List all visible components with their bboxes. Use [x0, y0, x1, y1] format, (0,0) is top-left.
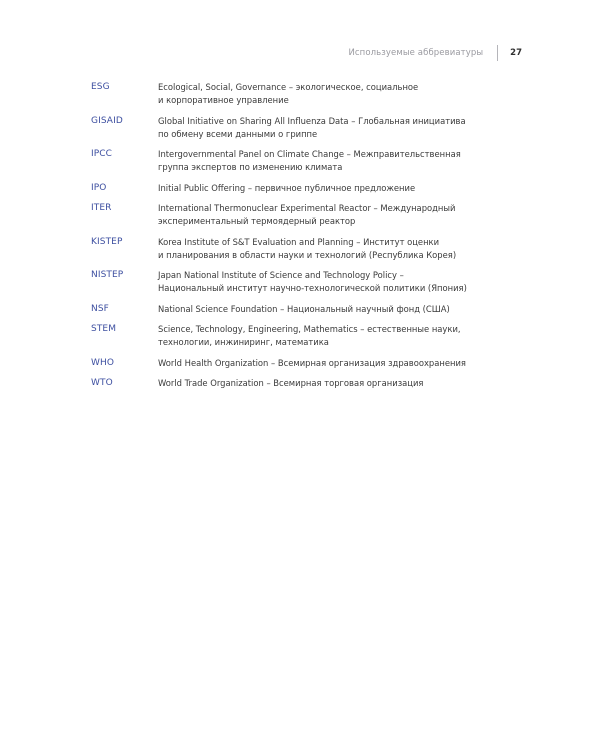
abbreviation-definition: [158, 303, 511, 316]
definition-line: International Thermonuclear Experimental Reactor – Международный: [158, 203, 456, 213]
definition-line: Japan National Institute of Science and Technology Policy –: [158, 270, 404, 280]
definition-line: Intergovernmental Panel on Climate Change – Межправительственная: [158, 149, 461, 159]
abbreviation-row-stem: [91, 323, 511, 349]
abbreviation-row-esg: [91, 81, 511, 107]
definition-line: Национальный институт научно-технологической политики (Япония): [158, 283, 467, 293]
definition-line: World Health Organization – Всемирная организация здравоохранения: [158, 357, 466, 368]
abbreviation-term: WTO: [91, 378, 113, 388]
definition-line: National Science Foundation – Национальный научный фонд (США): [158, 303, 450, 314]
abbreviation-row-nsf: [91, 303, 511, 316]
abbreviation-definition: [158, 182, 511, 195]
header-divider: [497, 45, 498, 61]
abbreviations-list: [91, 81, 511, 398]
abbreviation-row-gisaid: [91, 115, 511, 141]
definition-line: Initial Public Offering – первичное публичное предложение: [158, 182, 416, 193]
definition-line: Global Initiative on Sharing All Influenza Data – Глобальная инициатива: [158, 115, 466, 126]
abbreviation-term: WHO: [91, 357, 115, 368]
abbreviation-term: STEM: [91, 324, 117, 334]
abbreviation-row-wto: [91, 377, 511, 390]
abbreviation-term: ESG: [91, 82, 110, 92]
page-number: 27: [510, 48, 522, 58]
abbreviation-term: GISAID: [91, 115, 123, 126]
abbreviation-term: NSF: [91, 303, 109, 314]
running-header: [348, 43, 522, 63]
abbreviation-term: ITER: [91, 203, 112, 213]
definition-line: группа экспертов по изменению климата: [158, 162, 343, 172]
abbreviation-definition: [158, 148, 511, 174]
abbreviation-definition: [158, 115, 511, 141]
definition-line: экспериментальный термоядерный реактор: [158, 216, 356, 226]
abbreviation-term: IPO: [91, 182, 107, 193]
definition-line: World Trade Organization – Всемирная торговая организация: [158, 378, 424, 388]
definition-line: Science, Technology, Engineering, Mathematics – естественные науки,: [158, 324, 461, 334]
abbreviation-row-ipo: [91, 182, 511, 195]
abbreviation-definition: [158, 377, 511, 390]
definition-line: и планирования в области науки и технологий (Республика Корея): [158, 249, 457, 260]
abbreviation-term: IPCC: [91, 149, 113, 159]
abbreviation-definition: [158, 81, 511, 107]
definition-line: и корпоративное управление: [158, 95, 289, 105]
definition-line: по обмену всеми данными о гриппе: [158, 128, 318, 139]
abbreviation-definition: [158, 202, 511, 228]
abbreviation-definition: [158, 323, 511, 349]
abbreviation-row-who: [91, 357, 511, 370]
abbreviation-definition: [158, 236, 511, 262]
abbreviation-row-ipcc: [91, 148, 511, 174]
abbreviation-row-nistep: [91, 269, 511, 295]
definition-line: Korea Institute of S&T Evaluation and Planning – Институт оценки: [158, 236, 440, 247]
definition-line: Ecological, Social, Governance – экологическое, социальное: [158, 82, 419, 92]
abbreviation-row-kistep: [91, 236, 511, 262]
abbreviation-row-iter: [91, 202, 511, 228]
definition-line: технологии, инжиниринг, математика: [158, 337, 329, 347]
abbreviation-definition: [158, 357, 511, 370]
abbreviation-term: NISTEP: [91, 270, 124, 280]
abbreviation-definition: [158, 269, 511, 295]
section-title: Используемые аббревиатуры: [348, 48, 484, 58]
abbreviation-term: KISTEP: [91, 236, 123, 247]
